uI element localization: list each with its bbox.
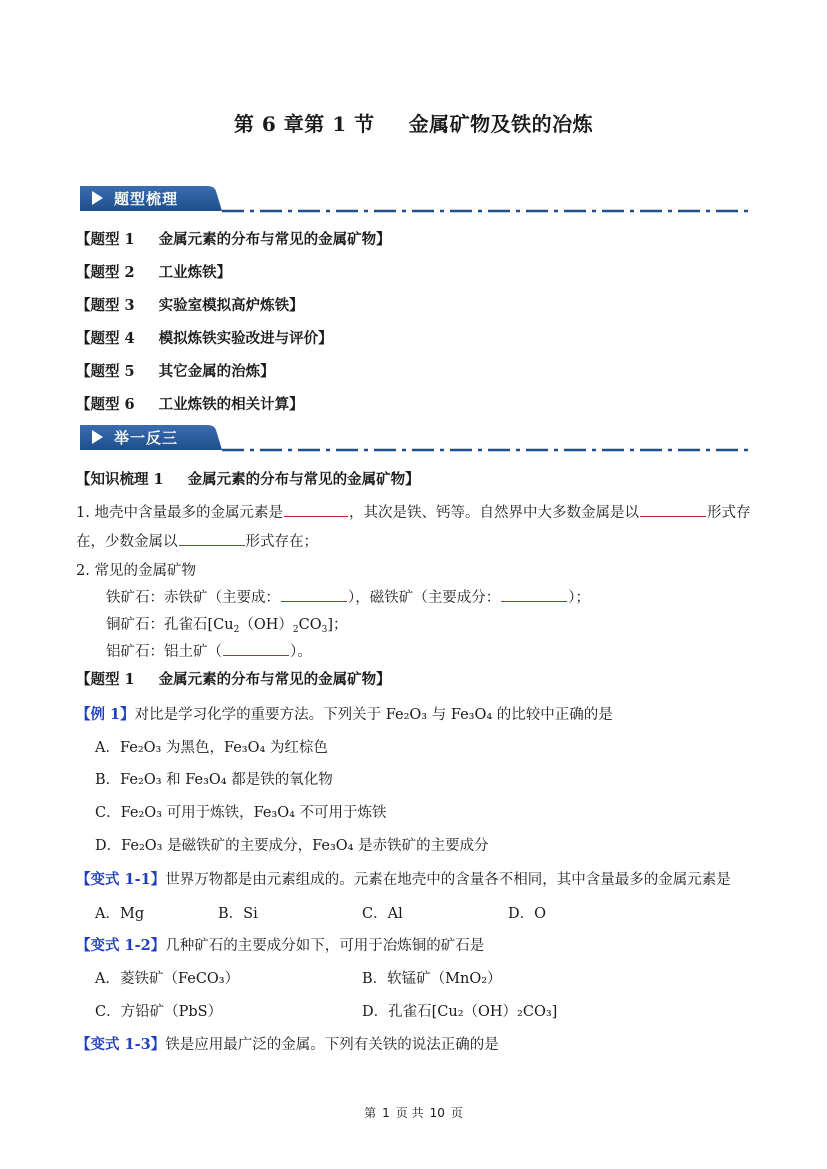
knowledge-p1-line1: 1. 地壳中含量最多的金属元素是 ，其次是铁、钙等。自然界中大多数金属是以 形式存 bbox=[76, 501, 750, 522]
variant-1-3-stem: 【变式 1-3】铁是应用最广泛的金属。下列有关铁的说法正确的是 bbox=[76, 1036, 499, 1053]
answer-blank[interactable] bbox=[284, 502, 348, 517]
variant-1-2-option-d[interactable]: D．孔雀石[Cu₂（OH）₂CO₃] bbox=[362, 1004, 558, 1020]
page-number: 1 bbox=[382, 1106, 390, 1120]
type-item-3: 【题型 3 实验室模拟高炉炼铁】 bbox=[76, 297, 304, 314]
copper-ore-line: 铜矿石：孔雀石$[Cu_2(OH)_2CO_3]$； bbox=[106, 617, 348, 635]
type-item-1: 【题型 1 金属元素的分布与常见的金属矿物】 bbox=[76, 231, 391, 248]
section-bar-graphic bbox=[80, 422, 752, 452]
knowledge-p2: 2. 常见的金属矿物 bbox=[76, 563, 196, 579]
example-1-option-c[interactable]: C．Fe₂O₃ 可用于炼铁，Fe₃O₄ 不可用于炼铁 bbox=[95, 805, 387, 821]
example-tag: 【例 1】 bbox=[76, 706, 135, 723]
variant-1-1-option-d[interactable]: D．O bbox=[508, 906, 547, 922]
answer-blank[interactable] bbox=[179, 531, 245, 546]
answer-blank[interactable] bbox=[640, 502, 706, 517]
page-footer: 第 1 页 共 10 页 bbox=[364, 1106, 463, 1120]
example-1-option-b[interactable]: B．Fe₂O₃ 和 Fe₃O₄ 都是铁的氧化物 bbox=[95, 772, 333, 788]
title-topic: 金属矿物及铁的冶炼 bbox=[408, 112, 594, 136]
knowledge-p1-line2: 在，少数金属以 形式存在； bbox=[76, 530, 318, 551]
play-arrow-icon bbox=[92, 191, 103, 205]
example-1-option-a[interactable]: A．Fe₂O₃ 为黑色，Fe₃O₄ 为红棕色 bbox=[95, 740, 328, 756]
type-item-4: 【题型 4 模拟炼铁实验改进与评价】 bbox=[76, 330, 333, 347]
type-item-6: 【题型 6 工业炼铁的相关计算】 bbox=[76, 396, 304, 413]
example-1-option-d[interactable]: D．Fe₂O₃ 是磁铁矿的主要成分，Fe₃O₄ 是赤铁矿的主要成分 bbox=[95, 838, 489, 854]
variant-tag: 【变式 1-3】 bbox=[76, 1036, 166, 1053]
section-label: 举一反三 bbox=[114, 429, 179, 447]
knowledge-heading: 【知识梳理 1 金属元素的分布与常见的金属矿物】 bbox=[76, 471, 420, 488]
play-arrow-icon bbox=[92, 430, 103, 444]
type1-heading: 【题型 1 金属元素的分布与常见的金属矿物】 bbox=[76, 671, 391, 688]
section-label: 题型梳理 bbox=[114, 190, 179, 208]
variant-tag: 【变式 1-1】 bbox=[76, 871, 166, 888]
section-bar-practice bbox=[80, 422, 752, 452]
section-bar-graphic bbox=[80, 183, 752, 213]
variant-1-1-stem: 【变式 1-1】世界万物都是由元素组成的。元素在地壳中的含量各不相同，其中含量最多的金属元素是 bbox=[76, 871, 731, 888]
iron-ore-line: 铁矿石：赤铁矿（主要成： ），磁铁矿（主要成分： ）； bbox=[106, 586, 590, 607]
variant-1-2-option-b[interactable]: B．软锰矿（MnO₂） bbox=[362, 971, 502, 987]
variant-1-1-option-a[interactable]: A．Mg bbox=[95, 906, 145, 922]
page-total: 10 bbox=[429, 1106, 445, 1120]
page-title bbox=[0, 108, 827, 137]
answer-blank[interactable] bbox=[223, 641, 289, 656]
section-bar-types bbox=[80, 183, 752, 213]
variant-1-2-option-a[interactable]: A．菱铁矿（FeCO₃） bbox=[95, 971, 240, 987]
answer-blank[interactable] bbox=[281, 587, 347, 602]
variant-1-2-stem: 【变式 1-2】几种矿石的主要成分如下，可用于冶炼铜的矿石是 bbox=[76, 937, 485, 954]
type-item-2: 【题型 2 工业炼铁】 bbox=[76, 264, 232, 281]
title-chapter: 第 6 章第 1 节 bbox=[233, 112, 375, 136]
example-1-stem: 【例 1】对比是学习化学的重要方法。下列关于 Fe₂O₃ 与 Fe₃O₄ 的比较中正确的是 bbox=[76, 706, 613, 723]
variant-tag: 【变式 1-2】 bbox=[76, 937, 166, 954]
variant-1-1-option-b[interactable]: B．Si bbox=[218, 906, 258, 922]
type-item-5: 【题型 5 其它金属的治炼】 bbox=[76, 363, 275, 380]
variant-1-1-option-c[interactable]: C．Al bbox=[362, 906, 403, 922]
variant-1-2-option-c[interactable]: C．方铅矿（PbS） bbox=[95, 1004, 223, 1020]
answer-blank[interactable] bbox=[501, 587, 567, 602]
aluminum-ore-line: 铝矿石：铝土矿（ ）。 bbox=[106, 640, 312, 661]
